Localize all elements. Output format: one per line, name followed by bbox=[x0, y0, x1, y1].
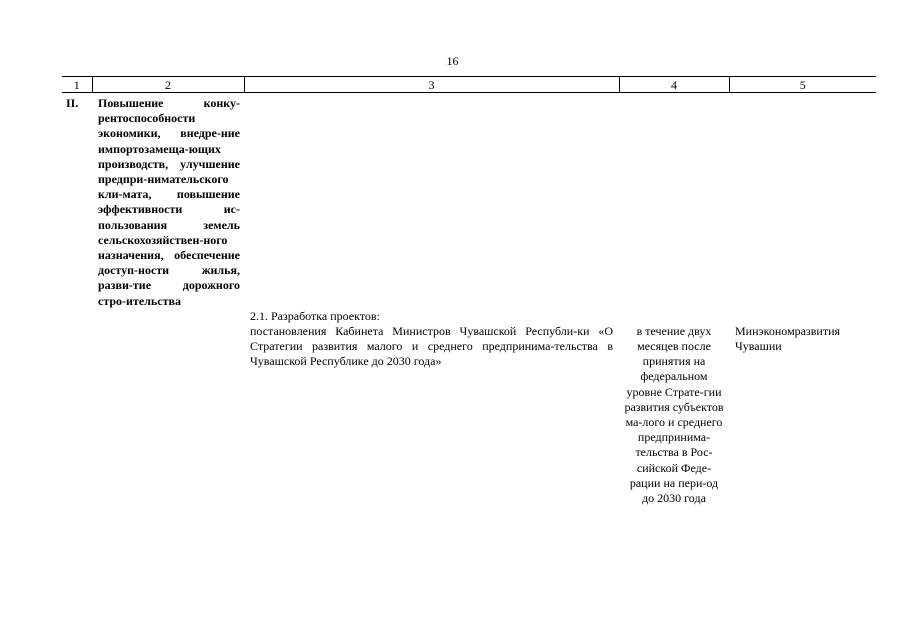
column-header-3: 3 bbox=[244, 77, 619, 93]
section-title: Повышение конку-рентоспособности экономики, внедре-ние импортозамеща-ющих производств, улучшение предпри-нимательского кли-мата, повышение эффективности ис-пользования земель сельскохозяйствен-ного назначения, обеспечение доступ-ности жилья, разви-тие дорожного стро-ительства bbox=[98, 96, 240, 308]
task-text: постановления Кабинета Министров Чувашской Республи-ки «О Стратегии развития малого и среднего предпринима-тельства в Чувашской Республике до 2030 года» bbox=[250, 324, 613, 369]
page-number: 16 bbox=[446, 54, 459, 68]
empty-cell bbox=[244, 93, 619, 309]
column-header-2: 2 bbox=[92, 77, 244, 93]
column-header-5: 5 bbox=[729, 77, 876, 93]
column-header-1: 1 bbox=[62, 77, 92, 93]
task-term: в течение двух месяцев после принятия на федеральном уровне Страте-гии развития субъектов ма-лого и среднего предпринима-тельства в Рос-сийской Феде-рации на пери-од до 2030 года bbox=[624, 323, 724, 506]
task-description bbox=[244, 309, 619, 506]
empty-cell bbox=[92, 309, 244, 506]
column-header-4: 4 bbox=[619, 77, 729, 93]
plan-table bbox=[62, 76, 876, 506]
task-heading: 2.1. Разработка проектов: bbox=[250, 308, 380, 323]
empty-cell bbox=[62, 309, 92, 506]
empty-cell bbox=[729, 93, 876, 309]
empty-cell bbox=[619, 93, 729, 309]
table-row bbox=[62, 309, 876, 506]
task-responsible: Минэкономразвития Чувашии bbox=[735, 323, 841, 354]
section-number: II. bbox=[66, 96, 79, 110]
table-header-row bbox=[62, 77, 876, 93]
section-row bbox=[62, 93, 876, 309]
